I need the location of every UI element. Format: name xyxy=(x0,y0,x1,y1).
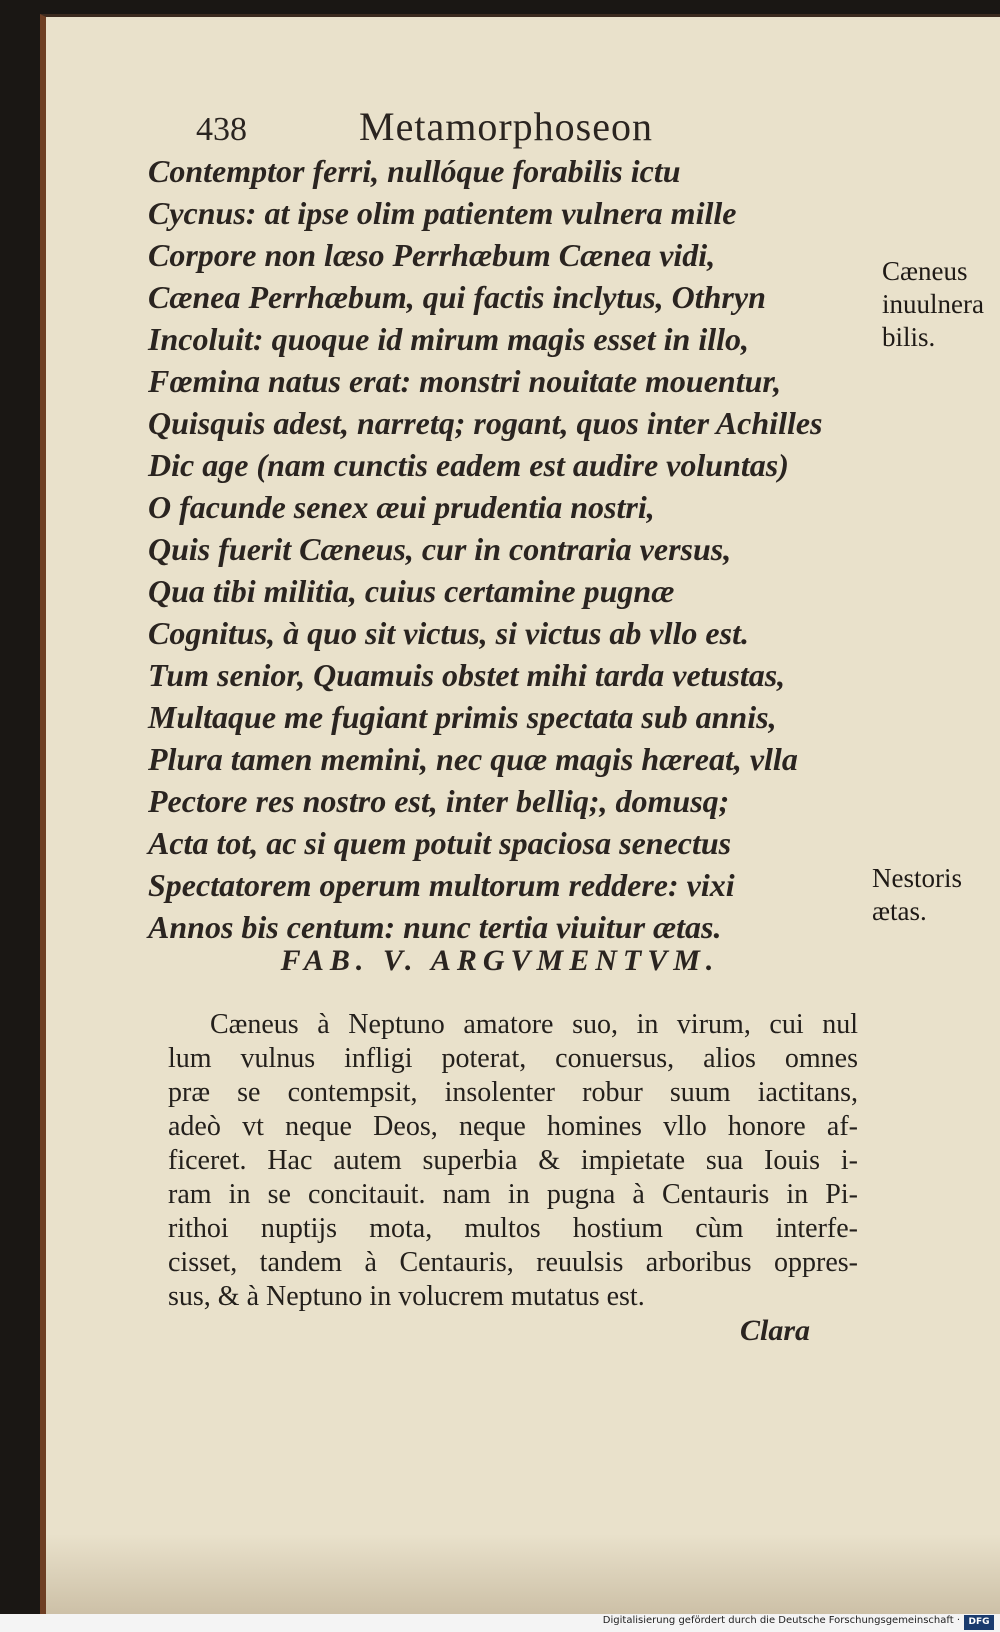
verse-line: Qua tibi militia, cuius certamine pugnæ xyxy=(148,573,675,609)
argument-line: lum vulnus infligi poterat, conuersus, alios omnes xyxy=(168,1043,858,1074)
verse-line: Cænea Perrhæbum, qui factis inclytus, Othryn xyxy=(148,279,766,315)
argument-line: rithoi nuptijs mota, multos hostium cùm interfe- xyxy=(168,1213,858,1244)
verse-block xyxy=(148,150,868,948)
verse-line: Incoluit: quoque id mirum magis esset in illo, xyxy=(148,321,749,357)
verse-line: Contemptor ferri, nullóque forabilis ictu xyxy=(148,153,681,189)
margin-note-nestoris xyxy=(872,862,962,928)
verse-line: Fœmina natus erat: monstri nouitate mouentur, xyxy=(148,363,782,399)
argument-paragraph xyxy=(168,1008,858,1314)
argument-line: Cæneus à Neptuno amatore suo, in virum, cui nul xyxy=(210,1009,858,1040)
margin-note-caeneus xyxy=(882,255,984,354)
margin-note-line: ætas. xyxy=(872,896,927,926)
section-heading: FAB. V. ARGVMENTVM. xyxy=(280,944,720,977)
margin-note-line: inuulnera xyxy=(882,289,984,319)
verse-line: Tum senior, Quamuis obstet mihi tarda vetustas, xyxy=(148,657,786,693)
footer-bar xyxy=(0,1614,1000,1632)
argument-line: ficeret. Hac autem superbia & impietate sua Iouis i- xyxy=(168,1145,858,1176)
verse-line: Quisquis adest, narretq; rogant, quos inter Achilles xyxy=(148,405,823,441)
running-title: Metamorphoseon xyxy=(359,104,653,149)
verse-line: Annos bis centum: nunc tertia viuitur ætas. xyxy=(148,909,722,945)
page-header xyxy=(196,101,816,151)
verse-line: Spectatorem operum multorum reddere: vixi xyxy=(148,867,735,903)
margin-note-line: Nestoris xyxy=(872,863,962,893)
verse-line: Pectore res nostro est, inter belliq;, domusq; xyxy=(148,783,730,819)
argument-line: cisset, tandem à Centauris, reuulsis arboribus oppres- xyxy=(168,1247,858,1278)
verse-line: Cognitus, à quo sit victus, si victus ab vllo est. xyxy=(148,615,749,651)
dfg-logo-icon[interactable]: DFG xyxy=(964,1615,994,1630)
catchword: Clara xyxy=(740,1314,811,1347)
verse-line: Cycnus: at ipse olim patientem vulnera mille xyxy=(148,195,737,231)
verse-line: Quis fuerit Cæneus, cur in contraria versus, xyxy=(148,531,732,567)
argument-line: adeò vt neque Deos, neque homines vllo honore af- xyxy=(168,1111,858,1142)
argument-line: ram in se concitauit. nam in pugna à Centauris in Pi- xyxy=(168,1179,858,1210)
argument-line: sus, & à Neptuno in volucrem mutatus est. xyxy=(168,1281,645,1312)
page-number: 438 xyxy=(196,111,247,148)
verse-line: Acta tot, ac si quem potuit spaciosa senectus xyxy=(148,825,732,861)
argument-line: præ se contempsit, insolenter robur suum iactitans, xyxy=(168,1077,858,1108)
verse-line: Plura tamen memini, nec quæ magis hæreat, vlla xyxy=(148,741,798,777)
verse-line: Corpore non læso Perrhæbum Cænea vidi, xyxy=(148,237,716,273)
margin-note-line: Cæneus xyxy=(882,256,968,286)
margin-note-line: bilis. xyxy=(882,322,936,352)
verse-line: O facunde senex æui prudentia nostri, xyxy=(148,489,655,525)
verse-line: Multaque me fugiant primis spectata sub annis, xyxy=(148,699,777,735)
footer-credit: Digitalisierung gefördert durch die Deutsche Forschungsgemeinschaft · xyxy=(602,1615,960,1626)
verse-line: Dic age (nam cunctis eadem est audire voluntas) xyxy=(148,447,789,483)
